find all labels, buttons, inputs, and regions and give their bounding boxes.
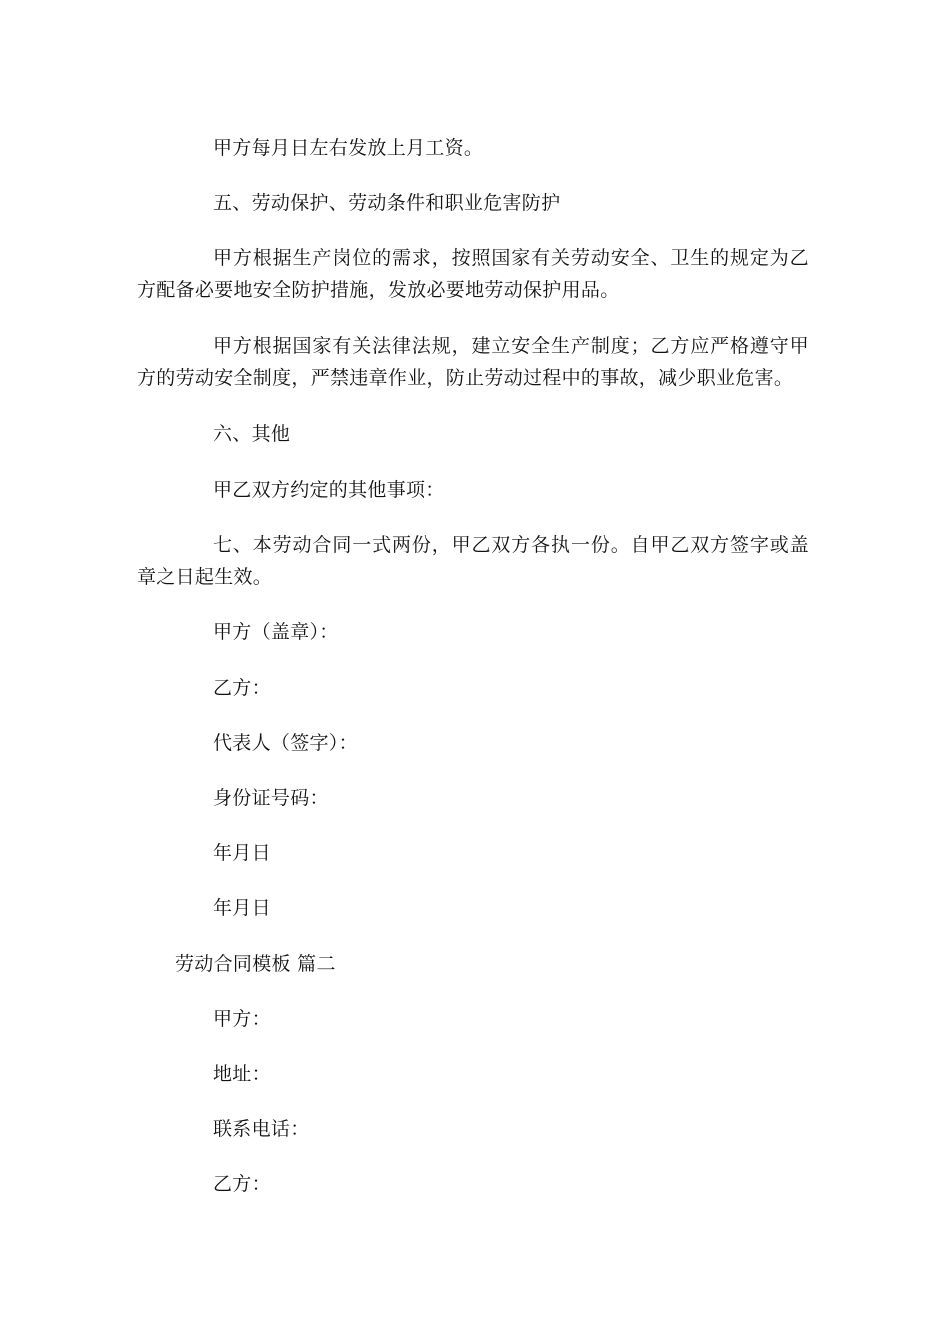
paragraph-safety-equipment: 甲方根据生产岗位的需求，按照国家有关劳动安全、卫生的规定为乙方配备必要地安全防护措施，发放必要地劳动保护用品。 <box>137 247 809 301</box>
section-heading-six: 六、其他 <box>213 423 291 445</box>
paragraph-other-matters: 甲乙双方约定的其他事项： <box>213 479 445 501</box>
field-party-a: 甲方： <box>213 1008 271 1030</box>
field-phone: 联系电话： <box>213 1118 310 1140</box>
paragraph-salary-payment: 甲方每月日左右发放上月工资。 <box>213 137 484 159</box>
date-line-2: 年月日 <box>213 897 271 919</box>
signature-id-number: 身份证号码： <box>213 787 329 809</box>
field-party-b: 乙方： <box>213 1173 271 1195</box>
signature-party-a-seal: 甲方（盖章）： <box>213 621 339 643</box>
field-address: 地址： <box>213 1063 271 1085</box>
section-heading-seven: 七、本劳动合同一式两份，甲乙双方各执一份。自甲乙双方签字或盖章之日起生效。 <box>137 534 809 588</box>
section-heading-five: 五、劳动保护、劳动条件和职业危害防护 <box>213 192 561 214</box>
signature-party-b: 乙方： <box>213 677 271 699</box>
paragraph-safety-system: 甲方根据国家有关法律法规，建立安全生产制度；乙方应严格遵守甲方的劳动安全制度，严禁违章作业，防止劳动过程中的事故，减少职业危害。 <box>137 335 809 389</box>
date-line-1: 年月日 <box>213 842 271 864</box>
section-title-template-two: 劳动合同模板 篇二 <box>175 953 336 975</box>
signature-representative: 代表人（签字）： <box>213 732 358 754</box>
